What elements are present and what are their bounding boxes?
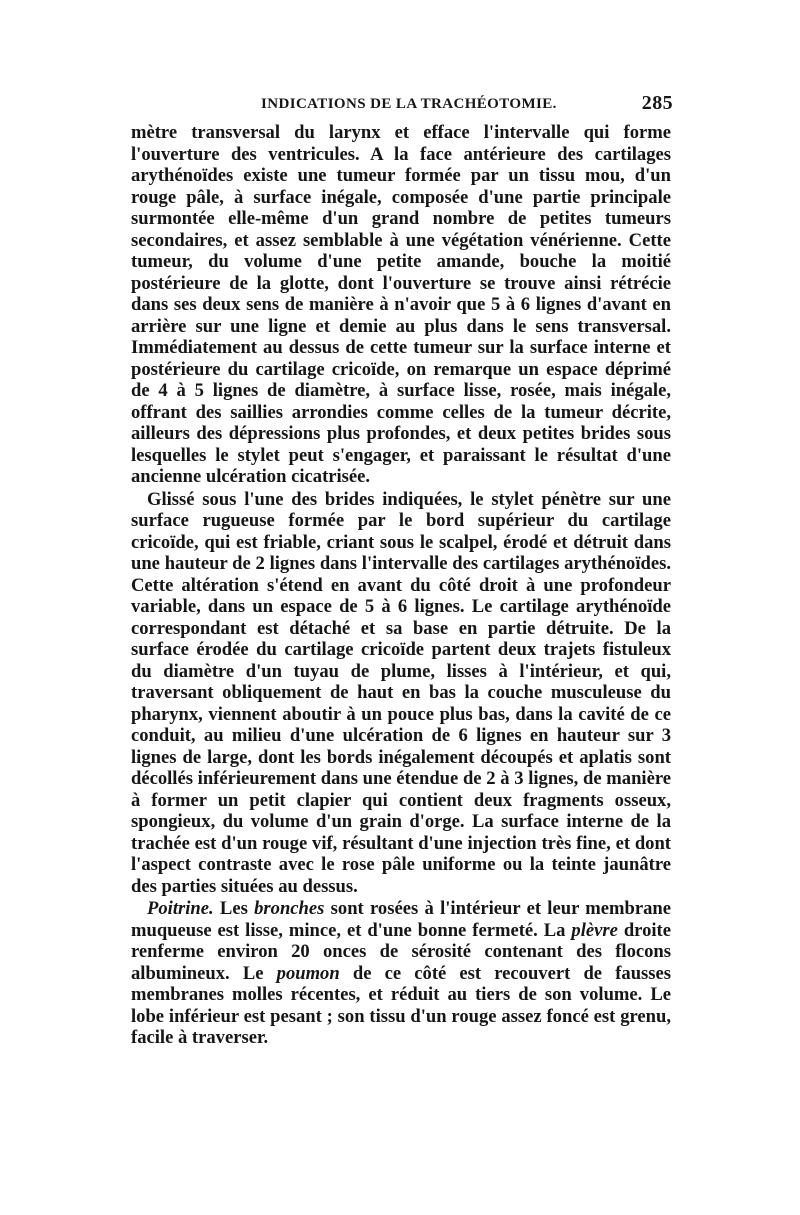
page-number: 285 bbox=[641, 92, 673, 114]
term-poumon: poumon bbox=[276, 962, 340, 984]
paragraph-poitrine bbox=[131, 898, 671, 1049]
term-bronches: bronches bbox=[254, 898, 325, 919]
text-run: de ce côté est recouvert de fausses membranes molles récentes, et réduit au tiers de son volume. Le lobe inférieur est pesant ; son tissu d'un rouge assez foncé est grenu, facile à traverser. bbox=[131, 962, 671, 1048]
running-title: INDICATIONS DE LA TRACHÉOTOMIE. bbox=[261, 96, 557, 112]
text-run: sont rosées à l'intérieur et leur membrane muqueuse est lisse, mince, et d'une bonne fermeté. La bbox=[131, 898, 671, 941]
paragraph-stylet: Glissé sous l'une des brides indiquées, le stylet pénètre sur une surface rugueuse formée par le bord supérieur du cartilage cricoïde, qui est friable, criant sous le scalpel, érodé et détruit dans une hauteur de 2 lignes dans l'intervalle des cartilages arythénoïdes. Cette altération s'étend en avant du côté droit à une profondeur variable, dans un espace de 5 à 6 lignes. Le cartilage arythénoïde correspondant est détaché et sa base en partie détruite. De la surface érodée du cartilage cricoïde partent deux trajets fistuleux du diamètre d'un tuyau de plume, lisses à l'intérieur, et qui, traversant obliquement de haut en bas la couche musculeuse du pharynx, viennent aboutir à un pouce plus bas, dans la cavité de ce conduit, au milieu d'une ulcération de 6 lignes en hauteur sur 3 lignes de large, dont les bords inégalement découpés et aplatis sont décollés inférieurement dans une étendue de 2 à 3 lignes, de manière à former un petit clapier qui contient deux fragments osseux, spongieux, du volume d'un grain d'orge. La surface interne de la trachée est d'un rouge vif, résultant d'une injection très fine, et dont l'aspect contraste avec le rose pâle uniforme ou la teinte jaunâtre des parties situées au dessus. bbox=[131, 488, 671, 897]
text-run: Les bbox=[213, 898, 255, 919]
body-text bbox=[131, 122, 671, 1049]
term-poitrine: Poitrine. bbox=[147, 898, 214, 919]
term-plevre: plèvre bbox=[571, 919, 618, 941]
text-run: droite renferme environ 20 onces de sérosité contenant des flocons albumineux. Le bbox=[131, 919, 671, 984]
running-header bbox=[131, 92, 671, 122]
paragraph-autopsy-larynx: mètre transversal du larynx et efface l'intervalle qui forme l'ouverture des ventricules. A la face antérieure des cartilages arythénoïdes existe une tumeur formée par un tissu mou, d'un rouge pâle, à surface inégale, composée d'une partie principale surmontée elle-même d'un grand nombre de petites tumeurs secondaires, et assez semblable à une végétation vénérienne. Cette tumeur, du volume d'une petite amande, bouche la moitié postérieure de la glotte, dont l'ouverture se trouve ainsi rétrécie dans ses deux sens de manière à n'avoir que 5 à 6 lignes d'avant en arrière sur une ligne et demie au plus dans le sens transversal. Immédiatement au dessus de cette tumeur sur la surface interne et postérieure du cartilage cricoïde, on remarque un espace déprimé de 4 à 5 lignes de diamètre, à surface lisse, rosée, mais inégale, offrant des saillies arrondies comme celles de la tumeur décrite, ailleurs des dépressions plus profondes, et deux petites brides sous lesquelles le stylet peut s'engager, et paraissant le résultat d'une ancienne ulcération cicatrisée. bbox=[131, 122, 671, 487]
book-page bbox=[131, 92, 671, 1049]
